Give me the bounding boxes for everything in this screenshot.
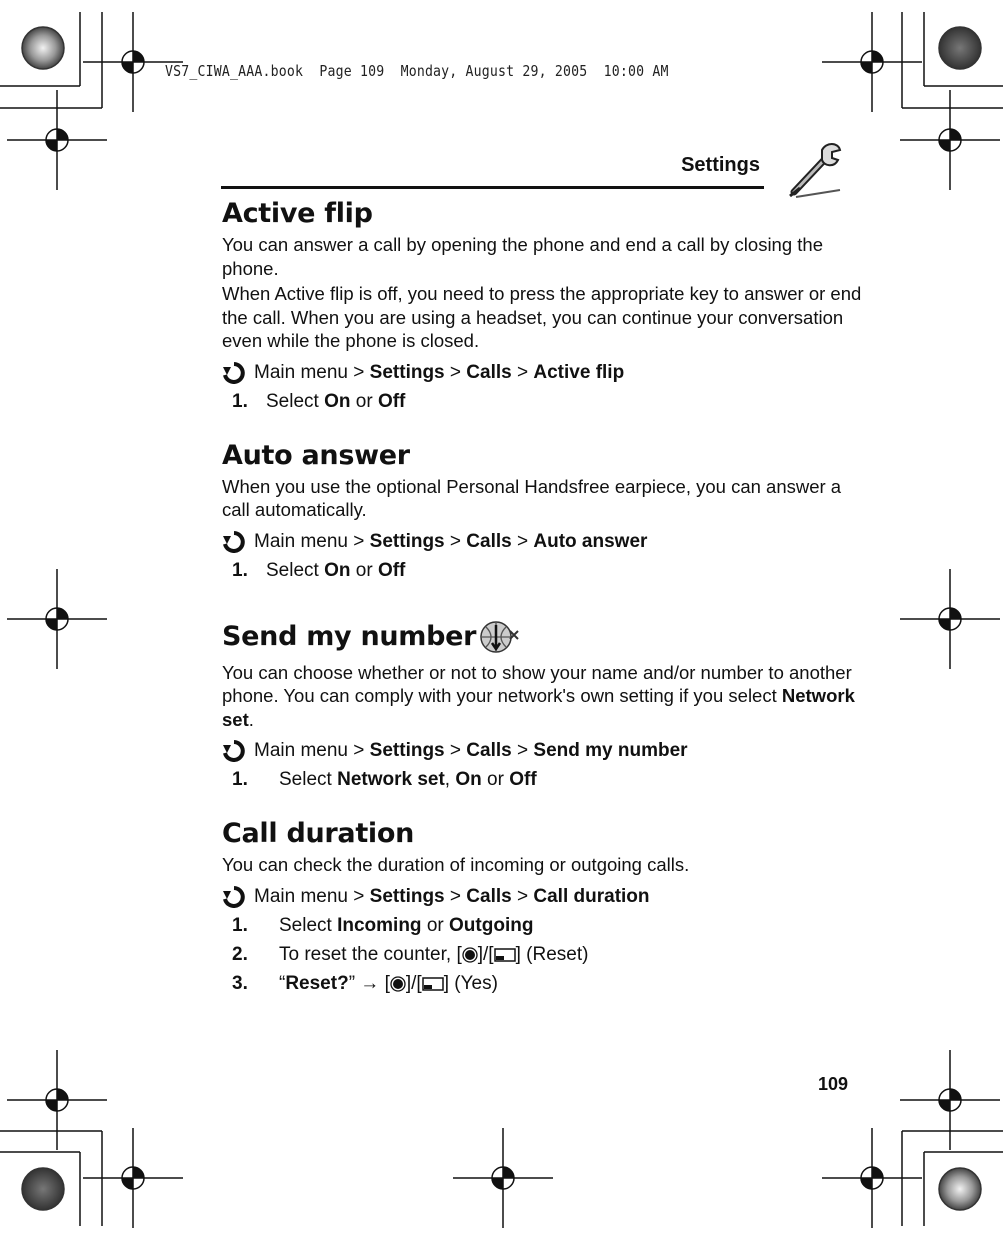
- center-key-icon: [462, 947, 478, 963]
- path-separator: >: [517, 530, 529, 552]
- menu-path-settings: Settings: [369, 885, 445, 907]
- paragraph: When Active flip is off, you need to press the appropriate key to answer or end the call. When you are using a headset, you can continue your conversation even while the phone is closed.: [222, 283, 862, 351]
- menu-path-main: Main menu: [254, 885, 348, 907]
- left-soft-key-icon: [494, 947, 516, 963]
- menu-path-item: Active flip: [533, 361, 625, 383]
- menu-path-calls: Calls: [466, 885, 512, 907]
- path-separator: >: [353, 885, 365, 907]
- paragraph: When you use the optional Personal Handsfree earpiece, you can answer a call automatically.: [222, 475, 842, 520]
- section-title: Auto answer: [222, 439, 410, 471]
- paragraph: You can check the duration of incoming or outgoing calls.: [222, 854, 690, 875]
- page-number: 109: [817, 1074, 848, 1094]
- key-label: (Reset): [526, 943, 589, 965]
- wrench-icon: [786, 140, 844, 200]
- menu-path-calls: Calls: [466, 740, 512, 761]
- step-text: or: [355, 559, 373, 581]
- menu-path-settings: Settings: [369, 740, 445, 761]
- option-network-set: Network set: [337, 769, 445, 790]
- quote-mark: “: [279, 972, 286, 994]
- step-text: Select: [266, 559, 319, 581]
- option-off: Off: [377, 559, 406, 581]
- section-send-my-number: [222, 615, 862, 795]
- key-bracket: [: [488, 943, 494, 965]
- step-number: 1.: [232, 769, 248, 790]
- path-arrow-icon: [222, 531, 246, 553]
- paragraph: You can answer a call by opening the phone and end a call by closing the phone.: [222, 234, 823, 279]
- page-content: [222, 196, 862, 998]
- step-number: 1.: [232, 559, 248, 581]
- step-number: 2.: [232, 943, 248, 965]
- path-separator: >: [449, 740, 462, 761]
- print-header: VS7_CIWA_AAA.book Page 109 Monday, August 29, 2005 10:00 AM: [165, 62, 669, 80]
- menu-path-calls: Calls: [466, 530, 512, 552]
- key-bracket: ]: [515, 943, 521, 965]
- path-separator: >: [449, 530, 462, 552]
- option-on: On: [324, 390, 351, 412]
- step-text: To reset the counter,: [279, 943, 452, 965]
- step-text: or: [487, 769, 504, 790]
- paragraph-text: You can choose whether or not to show your name and/or number to another phone. You can comply with your network's own setting if you select: [222, 661, 852, 706]
- step: [222, 556, 862, 585]
- key-bracket: [: [456, 943, 462, 965]
- menu-path: [222, 530, 862, 554]
- option-outgoing: Outgoing: [449, 914, 534, 936]
- step-number: 3.: [232, 972, 248, 994]
- step-number: 1.: [232, 914, 248, 936]
- prompt-text: Reset?: [285, 972, 349, 994]
- center-key-icon: [390, 976, 406, 992]
- step-text: or: [426, 914, 444, 936]
- menu-path-item: Auto answer: [533, 530, 648, 552]
- key-label: (Yes): [454, 972, 498, 994]
- running-title: Settings: [681, 154, 760, 176]
- section-title-row: [222, 615, 862, 659]
- menu-path-item: Send my number: [533, 740, 688, 761]
- key-bracket: [: [416, 972, 422, 994]
- step: [222, 387, 862, 416]
- paragraph-text: .: [248, 708, 254, 730]
- path-arrow-icon: [222, 886, 246, 908]
- menu-path-settings: Settings: [369, 530, 445, 552]
- step: [222, 969, 862, 998]
- path-separator: >: [449, 885, 462, 907]
- step-number: 1.: [232, 390, 248, 412]
- menu-path-main: Main menu: [254, 361, 348, 383]
- paragraph: [222, 661, 862, 732]
- option-on: On: [455, 769, 482, 790]
- step: [222, 765, 862, 794]
- option-on: On: [324, 559, 351, 581]
- key-bracket: ]: [477, 943, 484, 965]
- section-title: Send my number: [222, 620, 477, 652]
- step-text: or: [355, 390, 373, 412]
- step-text: Select: [266, 390, 319, 412]
- menu-path: [222, 885, 862, 909]
- path-arrow-icon: [222, 740, 246, 762]
- path-separator: >: [517, 361, 529, 383]
- menu-path: [222, 739, 862, 763]
- menu-path-calls: Calls: [466, 361, 512, 383]
- path-separator: >: [449, 361, 462, 383]
- option-off: Off: [377, 390, 406, 412]
- section-active-flip: [222, 196, 862, 416]
- path-separator: >: [353, 530, 365, 552]
- section-title: Active flip: [222, 198, 373, 229]
- key-bracket: ]: [405, 972, 412, 994]
- menu-path-main: Main menu: [254, 530, 348, 552]
- step: [222, 911, 862, 940]
- option-incoming: Incoming: [337, 914, 422, 936]
- path-separator: >: [517, 740, 529, 761]
- arrow-symbol: →: [360, 972, 380, 994]
- step-text: ,: [444, 769, 451, 790]
- section-title: Call duration: [222, 818, 415, 849]
- step-text: Select: [279, 914, 332, 936]
- section-auto-answer: [222, 438, 862, 585]
- key-separator: /: [483, 943, 489, 965]
- key-separator: /: [411, 972, 417, 994]
- step: [222, 940, 862, 969]
- path-separator: >: [353, 361, 365, 383]
- path-separator: >: [517, 885, 529, 907]
- quote-mark: ”: [348, 972, 356, 994]
- menu-path: [222, 361, 862, 385]
- network-service-icon: [478, 617, 520, 657]
- path-separator: >: [353, 740, 365, 761]
- header-rule: [221, 186, 764, 189]
- key-bracket: ]: [443, 972, 449, 994]
- paragraph-emphasis: Network set: [222, 685, 855, 730]
- left-soft-key-icon: [422, 976, 444, 992]
- menu-path-item: Call duration: [533, 885, 650, 907]
- key-bracket: [: [384, 972, 390, 994]
- section-call-duration: [222, 816, 862, 998]
- menu-path-main: Main menu: [254, 740, 348, 761]
- step-text: Select: [279, 769, 332, 790]
- option-off: Off: [509, 769, 537, 790]
- path-arrow-icon: [222, 362, 246, 384]
- menu-path-settings: Settings: [369, 361, 445, 383]
